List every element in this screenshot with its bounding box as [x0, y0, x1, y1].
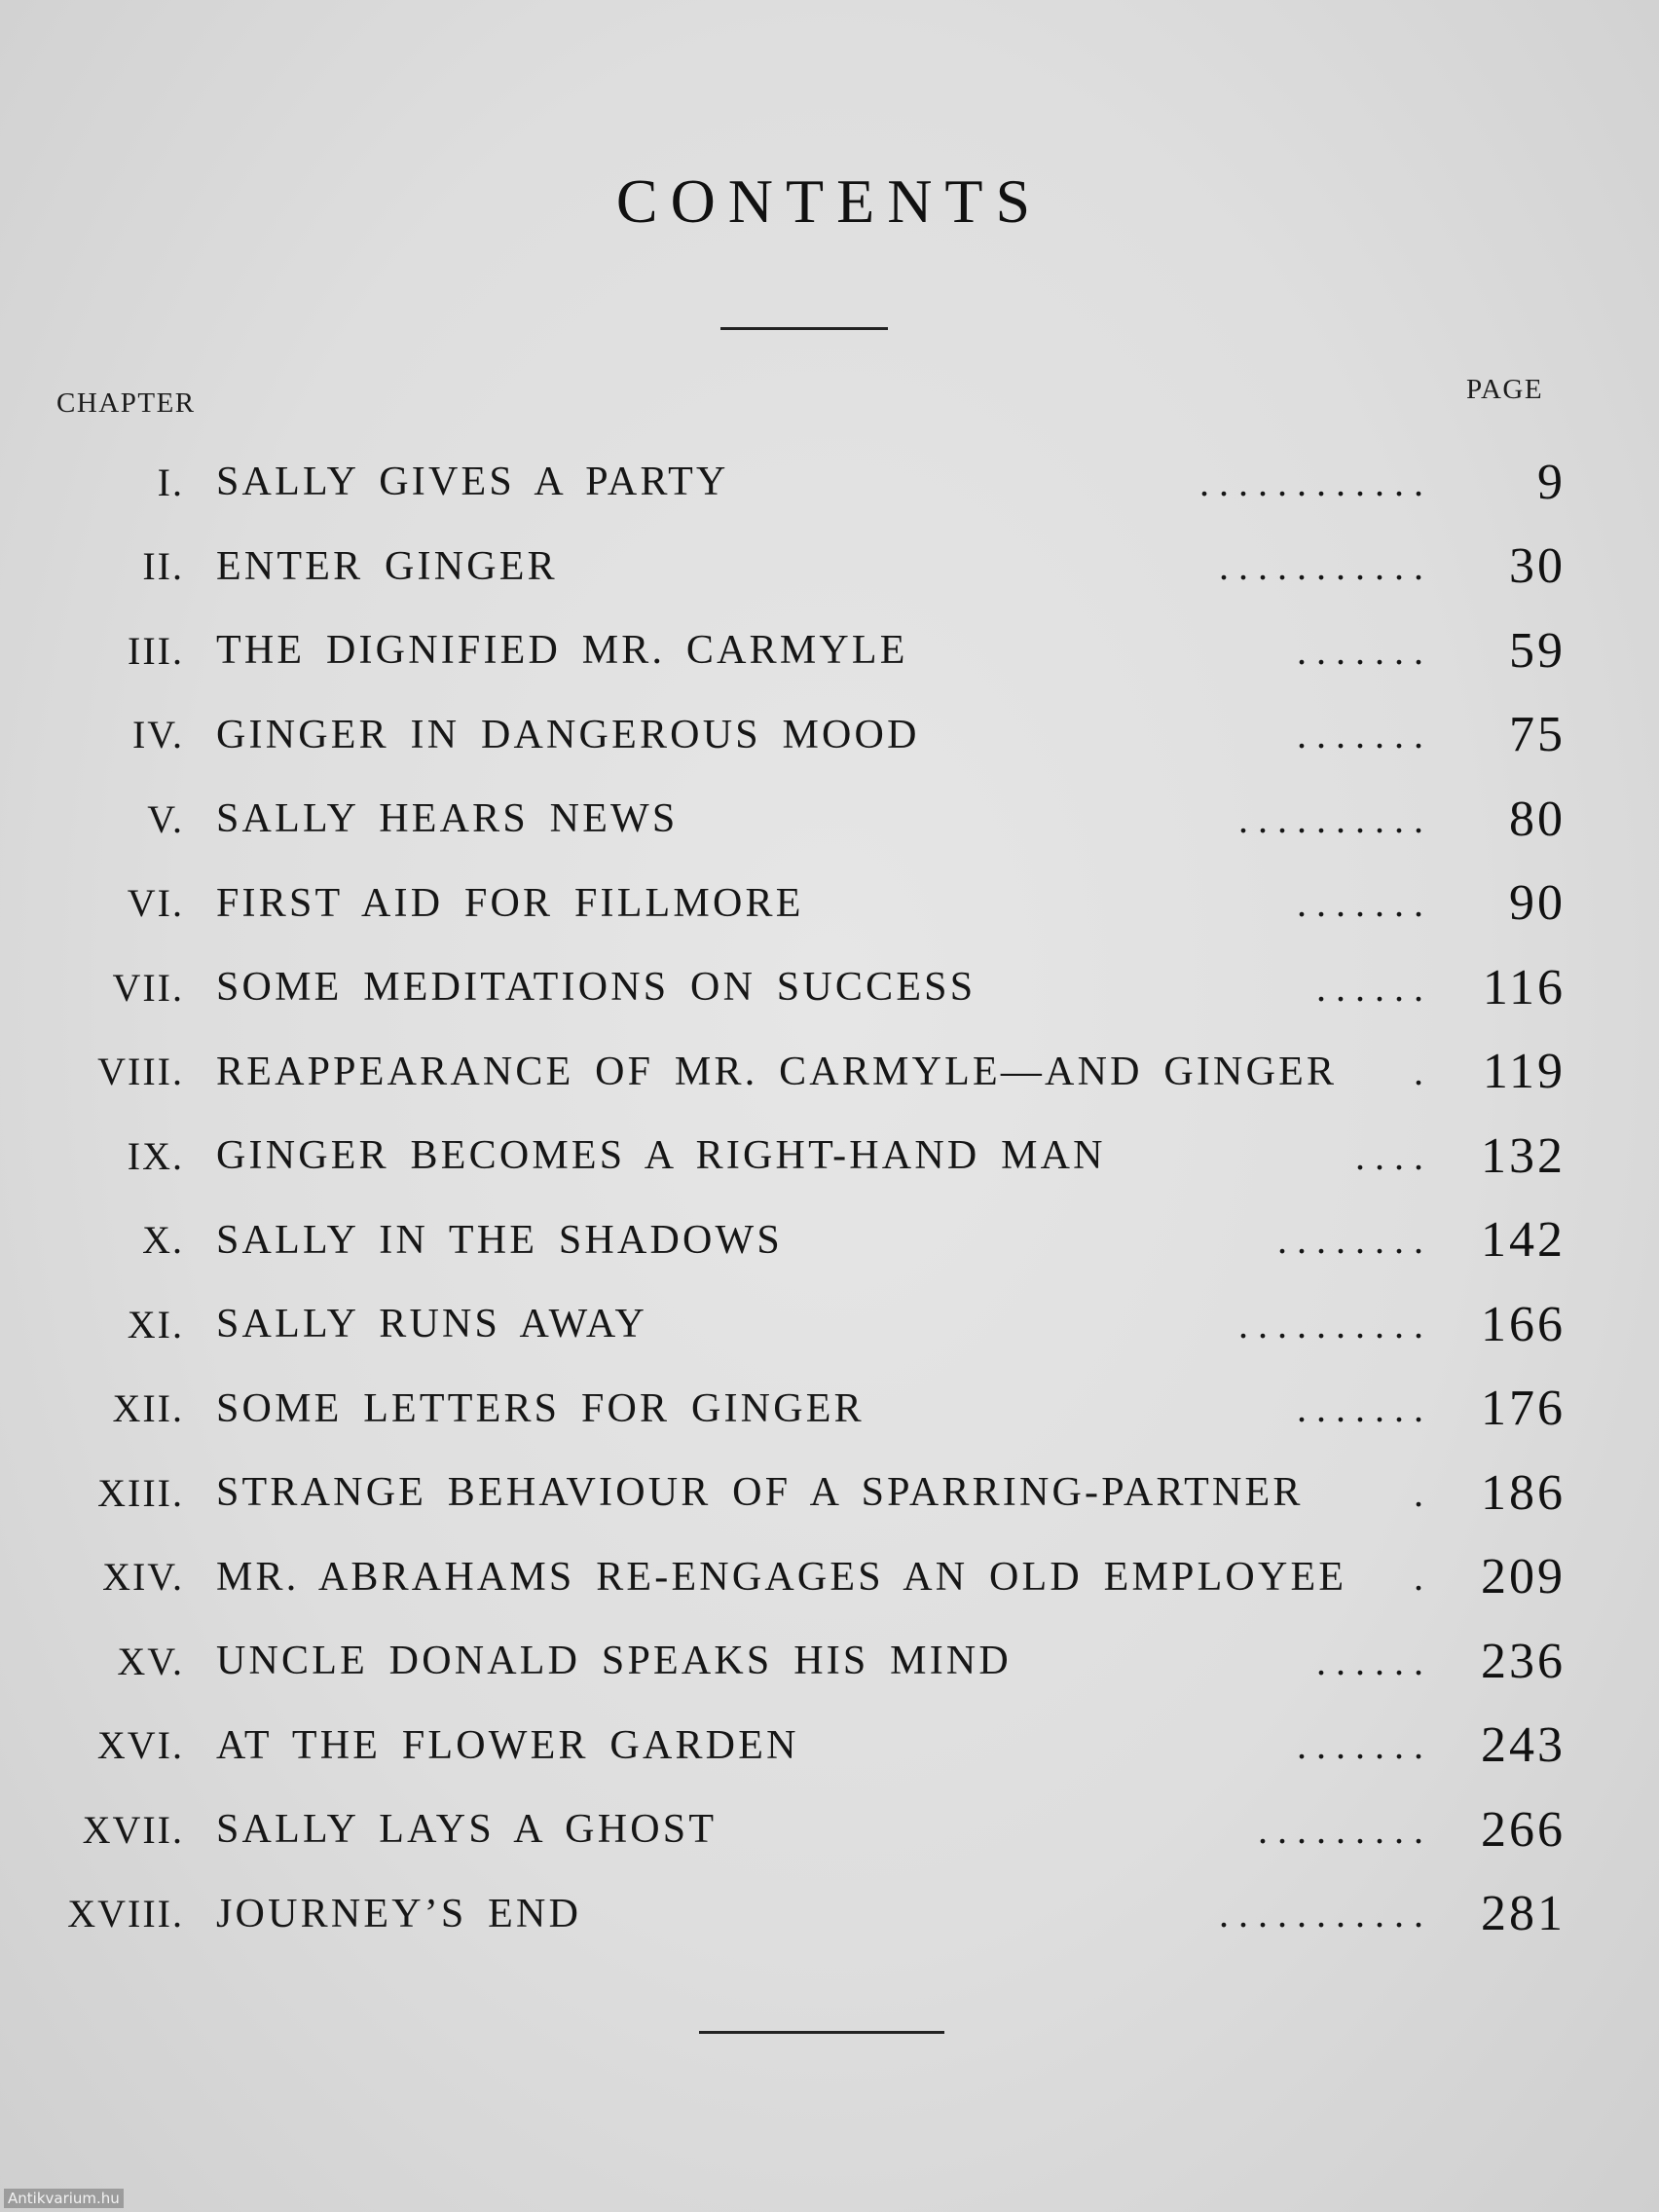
- chapter-title: FIRST AID FOR FILLMORE: [216, 880, 804, 926]
- page-number: 266: [1481, 1801, 1566, 1858]
- dot-leader: . . . . . . . . . .: [1238, 1302, 1423, 1346]
- toc-entry: [0, 1788, 1659, 1872]
- chapter-title: SALLY IN THE SHADOWS: [216, 1217, 783, 1263]
- chapter-title: MR. ABRAHAMS RE-ENGAGES AN OLD EMPLOYEE: [216, 1554, 1347, 1600]
- page-number: 166: [1481, 1296, 1566, 1352]
- page-number: 132: [1481, 1127, 1566, 1184]
- chapter-title: AT THE FLOWER GARDEN: [216, 1722, 799, 1768]
- dot-leader: . . . . . . .: [1297, 628, 1423, 673]
- dot-leader: . . . . . . .: [1297, 1386, 1423, 1431]
- toc-entry: [0, 1114, 1659, 1198]
- page-number: 142: [1481, 1212, 1566, 1269]
- toc-entry: [0, 777, 1659, 862]
- chapter-title: SALLY RUNS AWAY: [216, 1302, 648, 1347]
- toc-entry: [0, 1619, 1659, 1704]
- chapter-number: IX.: [127, 1133, 184, 1178]
- chapter-number: VII.: [112, 965, 184, 1010]
- toc-entry: [0, 1451, 1659, 1535]
- page-number: 281: [1481, 1886, 1566, 1942]
- chapter-title: THE DIGNIFIED MR. CARMYLE: [216, 628, 908, 674]
- dot-leader: .: [1414, 1470, 1423, 1515]
- toc-entry: [0, 1535, 1659, 1620]
- chapter-title: GINGER BECOMES A RIGHT-HAND MAN: [216, 1133, 1106, 1179]
- dot-leader: . . . . . . .: [1297, 881, 1423, 926]
- page-number: 80: [1509, 791, 1566, 847]
- toc-entry: [0, 608, 1659, 693]
- dot-leader: . . . . . . . . . .: [1238, 796, 1423, 841]
- page-number: 90: [1509, 875, 1566, 932]
- toc-entry: [0, 1282, 1659, 1367]
- chapter-number: XVII.: [82, 1807, 184, 1852]
- dot-leader: . . . .: [1355, 1133, 1423, 1178]
- chapter-title: STRANGE BEHAVIOUR OF A SPARRING-PARTNER: [216, 1470, 1304, 1516]
- page-number: 116: [1482, 959, 1566, 1015]
- chapter-number: III.: [128, 628, 184, 673]
- chapter-number: II.: [142, 544, 184, 589]
- chapter-title: SALLY HEARS NEWS: [216, 796, 679, 842]
- page-number: 119: [1482, 1044, 1566, 1100]
- dot-leader: . . . . . . . . .: [1258, 1807, 1423, 1852]
- page-column-header: PAGE: [1466, 374, 1544, 405]
- chapter-title: GINGER IN DANGEROUS MOOD: [216, 712, 920, 757]
- chapter-title: SALLY LAYS A GHOST: [216, 1807, 718, 1853]
- page-title: CONTENTS: [615, 166, 1044, 236]
- chapter-number: I.: [157, 460, 184, 504]
- dot-leader: . . . . . . . . . . .: [1219, 544, 1423, 589]
- watermark: Antikvarium.hu: [4, 2189, 124, 2208]
- toc-entry: [0, 1030, 1659, 1115]
- chapter-number: VI.: [127, 881, 184, 926]
- chapter-number: XIII.: [97, 1470, 184, 1515]
- chapter-title: UNCLE DONALD SPEAKS HIS MIND: [216, 1639, 1012, 1684]
- chapter-title: SOME LETTERS FOR GINGER: [216, 1385, 865, 1431]
- chapter-number: VIII.: [97, 1050, 184, 1094]
- chapter-number: XVIII.: [67, 1892, 184, 1936]
- top-divider: [720, 327, 888, 330]
- table-of-contents: [0, 440, 1659, 1956]
- page-number: 209: [1481, 1549, 1566, 1605]
- page-number: 75: [1509, 707, 1566, 763]
- page-number: 186: [1481, 1464, 1566, 1521]
- dot-leader: . . . . . .: [1316, 1639, 1423, 1683]
- chapter-number: XV.: [117, 1639, 184, 1683]
- dot-leader: .: [1414, 1555, 1423, 1600]
- page-number: 59: [1509, 622, 1566, 679]
- chapter-title: REAPPEARANCE OF MR. CARMYLE—AND GINGER: [216, 1049, 1338, 1094]
- dot-leader: . . . . . . . . . . . .: [1199, 460, 1423, 504]
- dot-leader: . . . . . . . . . . .: [1219, 1892, 1423, 1936]
- bottom-divider: [699, 2031, 944, 2034]
- chapter-number: XVI.: [96, 1723, 184, 1768]
- chapter-title: JOURNEY’S END: [216, 1891, 582, 1936]
- chapter-number: XI.: [127, 1302, 184, 1346]
- toc-entry: [0, 862, 1659, 946]
- page-number: 9: [1537, 454, 1566, 510]
- toc-entry: [0, 440, 1659, 525]
- chapter-number: V.: [147, 796, 184, 841]
- chapter-number: X.: [142, 1218, 184, 1263]
- toc-entry: [0, 1704, 1659, 1788]
- chapter-title: SOME MEDITATIONS ON SUCCESS: [216, 965, 977, 1011]
- dot-leader: . . . . . . .: [1297, 1723, 1423, 1768]
- dot-leader: . . . . . . . .: [1277, 1218, 1423, 1263]
- chapter-column-header: CHAPTER: [56, 387, 196, 419]
- page-number: 30: [1509, 538, 1566, 595]
- toc-entry: [0, 1872, 1659, 1957]
- chapter-number: XII.: [112, 1386, 184, 1431]
- dot-leader: . . . . . . .: [1297, 713, 1423, 757]
- chapter-number: IV.: [131, 713, 184, 757]
- dot-leader: .: [1414, 1050, 1423, 1094]
- toc-entry: [0, 945, 1659, 1030]
- chapter-title: SALLY GIVES A PARTY: [216, 460, 729, 505]
- page-number: 176: [1481, 1381, 1566, 1437]
- chapter-number: XIV.: [102, 1555, 184, 1600]
- dot-leader: . . . . . .: [1316, 965, 1423, 1010]
- toc-entry: [0, 525, 1659, 609]
- toc-entry: [0, 1198, 1659, 1283]
- page-number: 236: [1481, 1633, 1566, 1689]
- chapter-title: ENTER GINGER: [216, 543, 558, 589]
- toc-entry: [0, 693, 1659, 778]
- page-number: 243: [1481, 1717, 1566, 1774]
- toc-entry: [0, 1367, 1659, 1452]
